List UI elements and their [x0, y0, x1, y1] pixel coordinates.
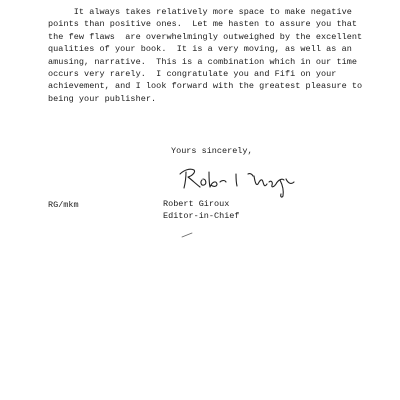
paragraph-line: occurs very rarely. I congratulate you and Fifi on your [48, 69, 337, 80]
signer-title: Editor-in-Chief [163, 210, 240, 221]
handwritten-signature [176, 160, 306, 200]
reference-initials: RG/mkm [48, 200, 79, 210]
paragraph-line: qualities of your book. It is a very moving, as well as an [48, 44, 352, 55]
paragraph-line: It always takes relatively more space to make negative [48, 7, 352, 17]
pencil-mark [180, 231, 196, 239]
letter-closing: Yours sincerely, [171, 146, 253, 156]
paragraph-line: achievement, and I look forward with the greatest pleasure to [48, 81, 363, 92]
paragraph-line: the few flaws are overwhelmingly outweighed by the excellent [48, 31, 363, 42]
letter-body-paragraph [48, 6, 393, 105]
signer-block [163, 199, 240, 222]
signer-name: Robert Giroux [163, 199, 230, 209]
paragraph-line: points than positive ones. Let me hasten to assure you that [48, 19, 358, 30]
paragraph-line: amusing, narrative. This is a combination which in our time [48, 56, 358, 67]
paragraph-line: being your publisher. [48, 93, 157, 104]
